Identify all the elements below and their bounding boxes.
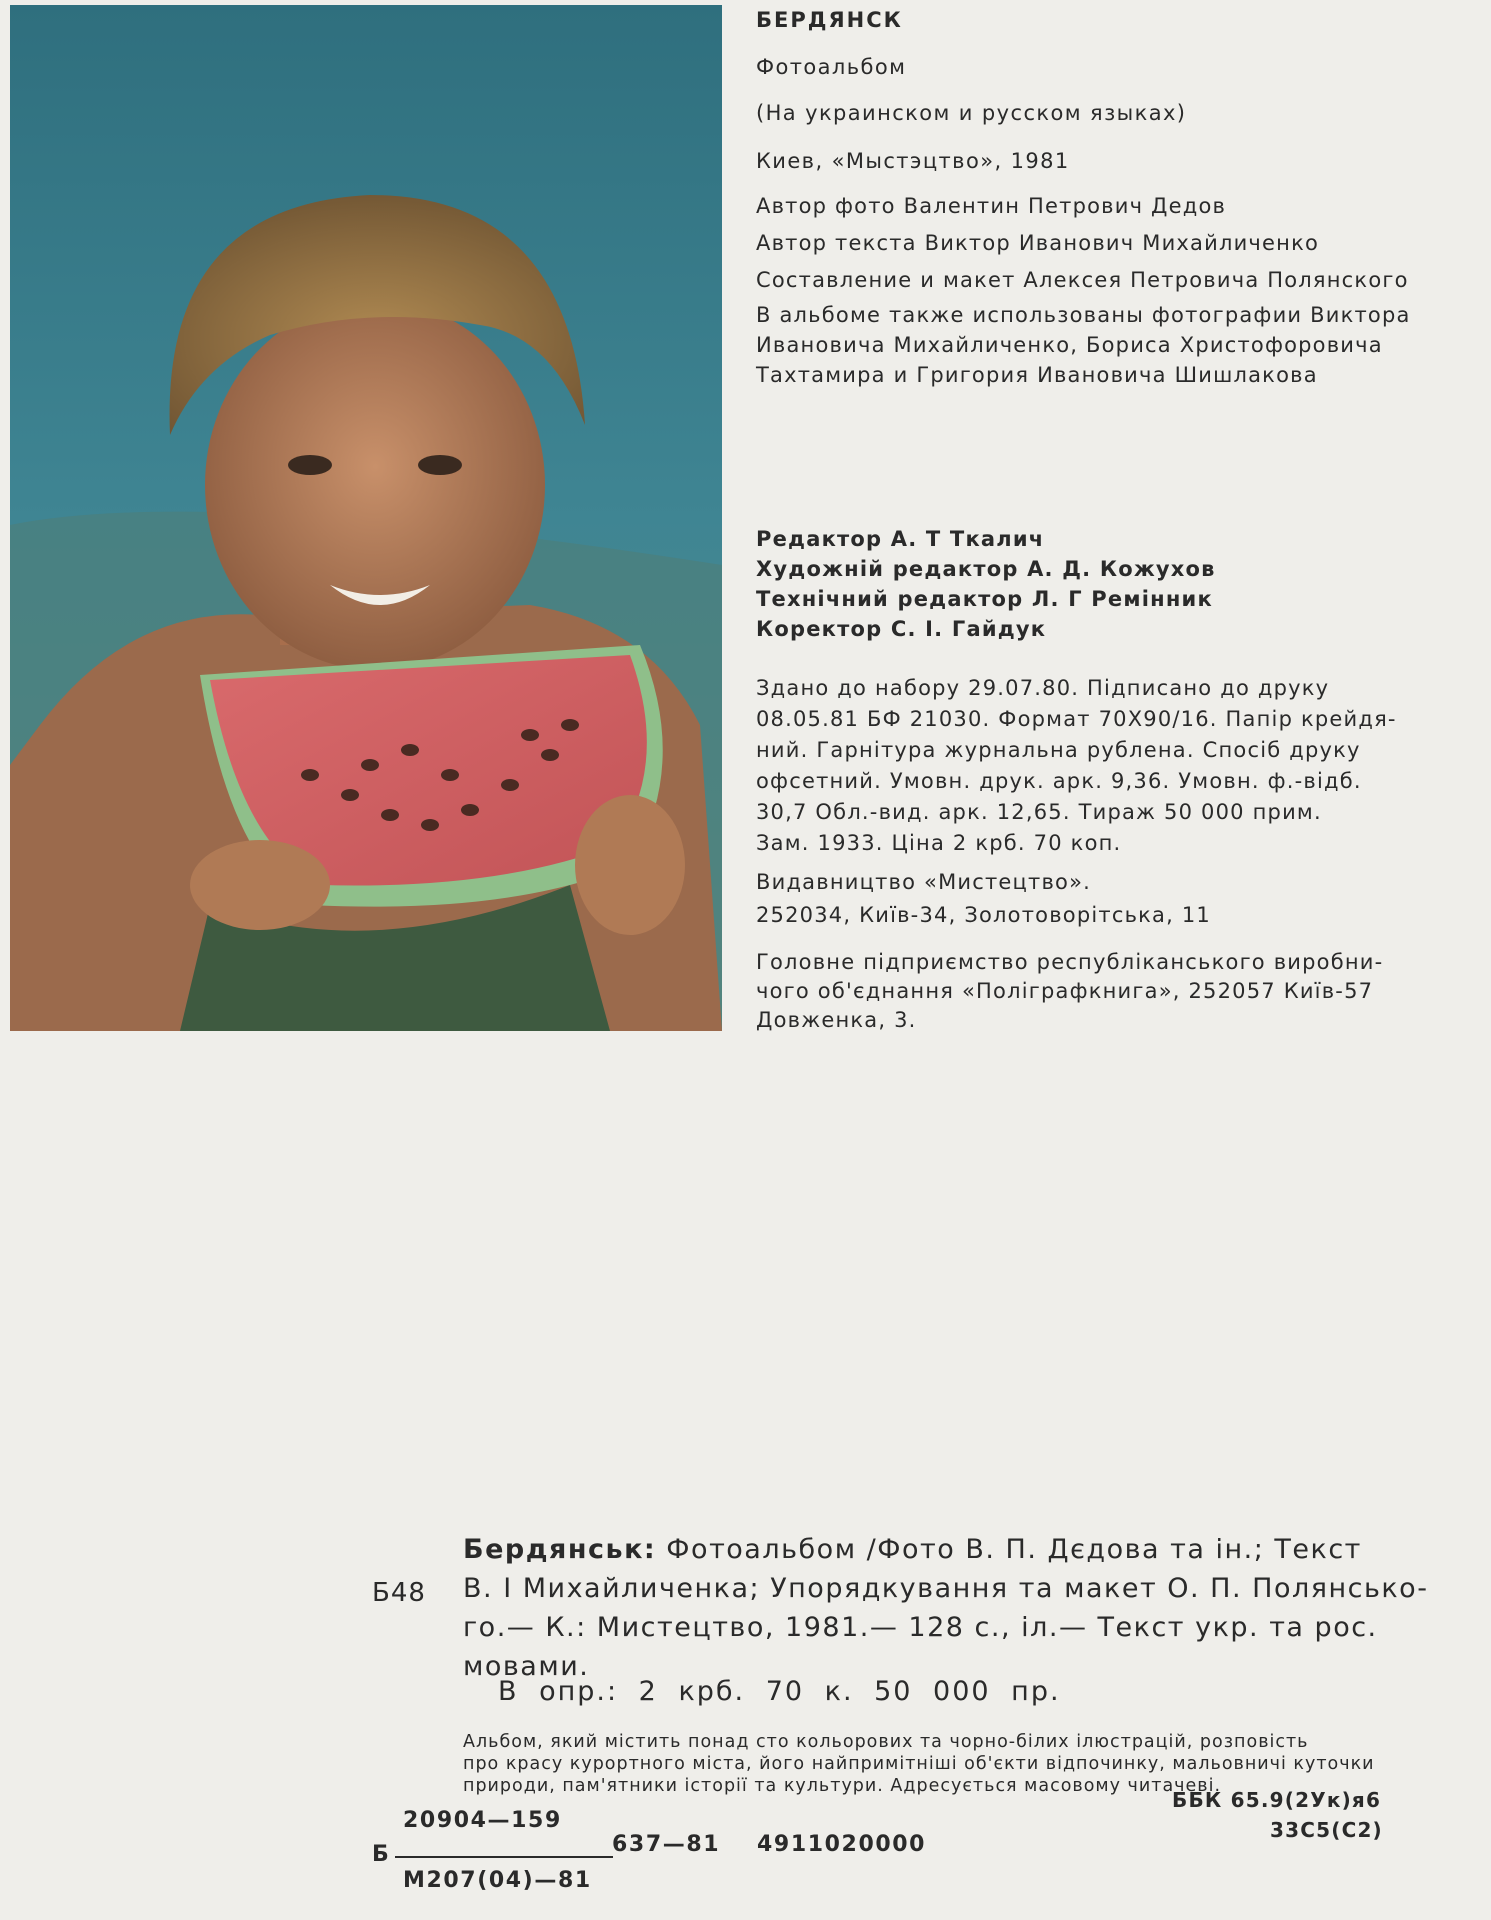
print-info-line: ний. Гарнітура журнальна рублена. Спосіб друку bbox=[756, 738, 1361, 762]
languages-note: (На украинском и русском языках) bbox=[756, 101, 1187, 125]
imprint-line: Киев, «Мыстэцтво», 1981 bbox=[756, 149, 1070, 173]
fraction-top: 20904—159 bbox=[403, 1808, 562, 1833]
editor-line: Художній редактор А. Д. Кожухов bbox=[756, 557, 1216, 581]
also-used-line: В альбоме также использованы фотографии Виктора bbox=[756, 303, 1411, 327]
also-used-line: Тахтамира и Григория Ивановича Шишлакова bbox=[756, 363, 1318, 387]
bibliographic-text: Фотоальбом /Фото В. П. Дєдова та ін.; Текст bbox=[656, 1534, 1362, 1565]
printing-plant-line: чого об'єднання «Поліграфкнига», 252057 Київ-57 bbox=[756, 979, 1374, 1003]
bbk-code: ББК 65.9(2Ук)я6 bbox=[1172, 1788, 1382, 1812]
print-info-line: Здано до набору 29.07.80. Підписано до друку bbox=[756, 676, 1330, 700]
annotation-line: про красу курортного міста, його найпримітніші об'єкти відпочинку, мальовничі куточки bbox=[463, 1754, 1375, 1774]
print-info-line: 08.05.81 БФ 21030. Формат 70Х90/16. Папір крейдя- bbox=[756, 707, 1397, 731]
editor-line: Редактор А. Т Ткалич bbox=[756, 527, 1045, 551]
printing-plant-line: Довженка, 3. bbox=[756, 1008, 917, 1032]
printing-plant-line: Головне підприємство республіканського виробни- bbox=[756, 950, 1384, 974]
editor-line: Коректор С. І. Гайдук bbox=[756, 617, 1047, 641]
cover-photo bbox=[10, 5, 722, 1031]
editors-block bbox=[756, 524, 1456, 644]
also-used-block bbox=[756, 300, 1456, 390]
credits-block bbox=[756, 188, 1456, 299]
secondary-code: 33С5(С2) bbox=[1270, 1818, 1383, 1842]
fraction-right: 637—81 bbox=[612, 1832, 721, 1857]
publisher-line: 252034, Київ-34, Золотоворітська, 11 bbox=[756, 903, 1211, 927]
printing-plant-block bbox=[756, 948, 1456, 1035]
credit-line: Составление и макет Алексея Петровича Полянского bbox=[756, 268, 1409, 292]
bibliographic-line: го.— К.: Мистецтво, 1981.— 128 с., іл.— Текст укр. та рос. bbox=[463, 1612, 1378, 1643]
fraction-prefix: Б bbox=[372, 1842, 391, 1867]
bibliographic-line bbox=[463, 1530, 1473, 1569]
bibliographic-code: Б48 bbox=[372, 1578, 426, 1608]
fraction-bottom: М207(04)—81 bbox=[403, 1868, 592, 1893]
print-info-line: офсетний. Умовн. друк. арк. 9,36. Умовн. ф.-відб. bbox=[756, 769, 1362, 793]
print-info-line: 30,7 Обл.-вид. арк. 12,65. Тираж 50 000 прим. bbox=[756, 800, 1322, 824]
credit-line: Автор фото Валентин Петрович Дедов bbox=[756, 194, 1227, 218]
bibliographic-record bbox=[463, 1530, 1473, 1686]
catalog-number: 4911020000 bbox=[757, 1832, 927, 1857]
credit-line: Автор текста Виктор Иванович Михайличенко bbox=[756, 231, 1320, 255]
annotation-line: природи, пам'ятники історії та культури. Адресується масовому читачеві. bbox=[463, 1776, 1222, 1796]
print-info-line: Зам. 1933. Ціна 2 крб. 70 коп. bbox=[756, 831, 1122, 855]
also-used-line: Ивановича Михайличенко, Бориса Христофоровича bbox=[756, 333, 1383, 357]
photo-illustration bbox=[10, 5, 722, 1031]
price-line: В опр.: 2 крб. 70 к. 50 000 пр. bbox=[498, 1676, 1061, 1707]
annotation-line: Альбом, який містить понад сто кольорових та чорно-білих ілюстрацій, розповість bbox=[463, 1732, 1309, 1752]
bibliographic-line: мовами. bbox=[463, 1651, 590, 1682]
print-info-block bbox=[756, 673, 1456, 859]
publisher-line: Видавництво «Мистецтво». bbox=[756, 870, 1092, 894]
publisher-block bbox=[756, 866, 1456, 932]
book-subtitle: Фотоальбом bbox=[756, 55, 907, 79]
book-title: БЕРДЯНСК bbox=[756, 8, 903, 32]
fraction-line bbox=[395, 1856, 613, 1858]
bibliographic-lead: Бердянськ: bbox=[463, 1534, 657, 1565]
editor-line: Технічний редактор Л. Г Ремінник bbox=[756, 587, 1213, 611]
bibliographic-line: В. І Михайличенка; Упорядкування та макет О. П. Полянсько- bbox=[463, 1573, 1429, 1604]
